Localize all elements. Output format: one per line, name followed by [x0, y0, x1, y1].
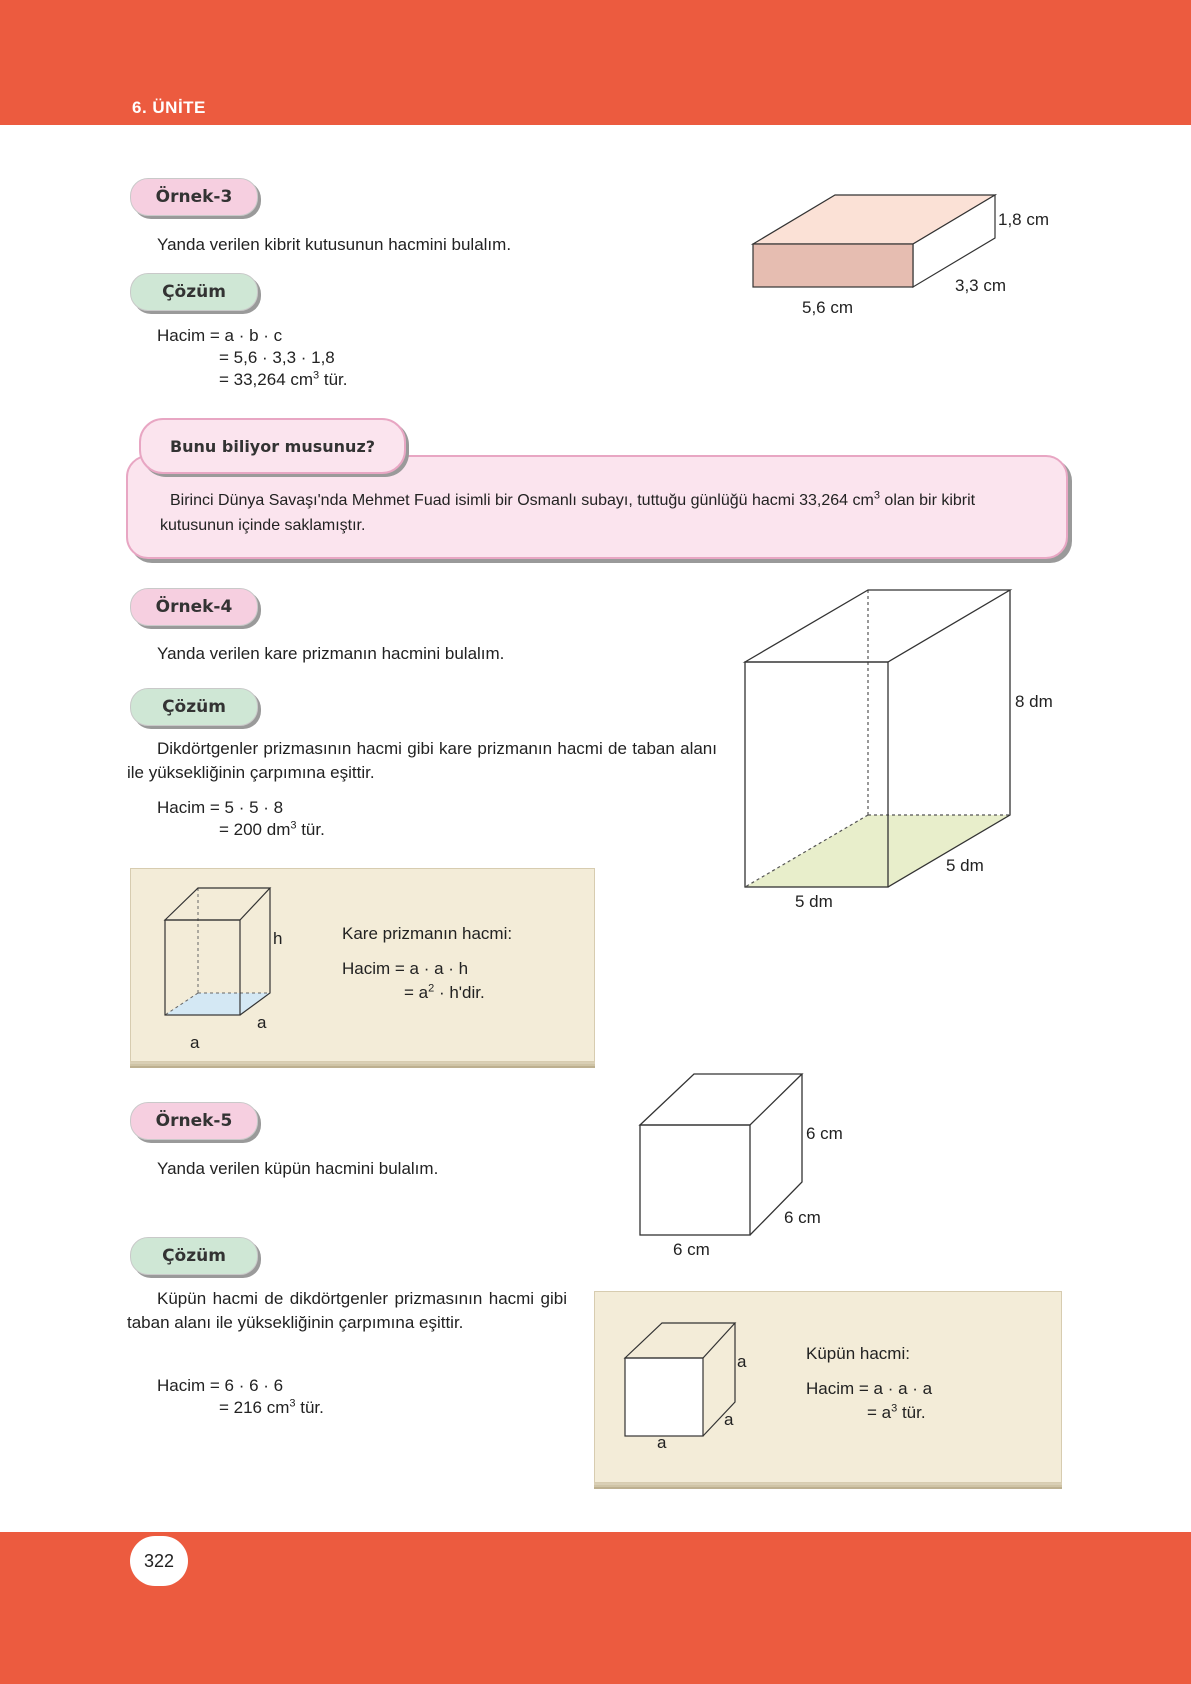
example-4-solution-label: Çözüm — [130, 688, 258, 726]
unit-label: 6. ÜNİTE — [132, 98, 206, 117]
matchbox-height-label: 1,8 cm — [998, 210, 1050, 229]
note-cube-figure — [620, 1320, 740, 1440]
info-box-title: Bunu biliyor musunuz? — [139, 418, 406, 474]
example-4-question: Yanda verilen kare prizmanın hacmini bulalım. — [157, 644, 505, 663]
calc-line: = 5,6 · 3,3 · 1,8 — [219, 348, 335, 367]
info-box-text: Birinci Dünya Savaşı'nda Mehmet Fuad isimli bir Osmanlı subayı, tuttuğu günlüğü hacmi 33,264 $cm^3$ olan bir kibrit kutusunun içinde saklamıştır. — [160, 489, 976, 534]
calc-line: = 200 $dm^3$ tür. — [219, 819, 325, 839]
matchbox-width-label: 5,6 cm — [802, 298, 854, 317]
note-1-formula-line2: = $a^2 \cdot h'dir$. — [404, 982, 485, 1002]
cube-depth-label: 6 cm — [784, 1208, 821, 1227]
calc-line: Hacim = 6 · 6 · 6 — [157, 1376, 284, 1395]
note-prism-h-label: h — [273, 929, 283, 948]
example-4-explanation: Dikdörtgenler prizmasının hacmi gibi kare prizmanın hacmi de taban alanı ile yüksekliğinin çarpımına eşittir. — [127, 739, 717, 782]
calc-line: Hacim = 5 · 5 · 8 — [157, 798, 284, 817]
example-4-label: Örnek-4 — [130, 588, 258, 626]
matchbox-front-face — [753, 244, 913, 287]
example-5-question: Yanda verilen küpün hacmini bulalım. — [157, 1159, 439, 1178]
note-2-title: Küpün hacmi: — [806, 1344, 910, 1363]
calc-line: Hacim = a · b · c — [157, 326, 283, 345]
example-5-calculation — [157, 1375, 324, 1419]
prism-depth-label: 5 dm — [946, 856, 984, 875]
note-cube-a-label-height: a — [737, 1352, 747, 1371]
note-prism-a-label-bottom: a — [190, 1033, 200, 1052]
example-5-label: Örnek-5 — [130, 1102, 258, 1140]
example-4-calculation — [157, 797, 325, 841]
note-prism-a-label-side: a — [257, 1013, 267, 1032]
example-3-calculation — [157, 325, 348, 391]
note-2-formula-line1: Hacim = a · a · a — [806, 1379, 933, 1398]
note-2-formula-line2: = $a^3$ tür. — [867, 1402, 926, 1422]
prism-base-face — [745, 815, 1010, 887]
matchbox-depth-label: 3,3 cm — [955, 276, 1007, 295]
example-3-label: Örnek-3 — [130, 178, 258, 216]
cube-width-label: 6 cm — [673, 1240, 710, 1259]
example-5-explanation: Küpün hacmi de dikdörtgenler prizmasının hacmi gibi taban alanı ile yüksekliğinin çarpımına eşittir. — [127, 1289, 567, 1332]
square-prism-figure — [735, 585, 1015, 895]
calc-line: = 216 $cm^3$ tür. — [219, 1397, 324, 1417]
example-3-question: Yanda verilen kibrit kutusunun hacmini bulalım. — [157, 235, 512, 254]
cube-front-face — [640, 1125, 750, 1235]
note-prism-figure — [150, 880, 290, 1040]
page-number: 322 — [130, 1536, 188, 1586]
cube-height-label: 6 cm — [806, 1124, 843, 1143]
note-1-formula-line1: Hacim = a · a · h — [342, 959, 469, 978]
prism-width-label: 5 dm — [795, 892, 833, 911]
example-5-solution-label: Çözüm — [130, 1237, 258, 1275]
prism-height-label: 8 dm — [1015, 692, 1053, 711]
note-1-title: Kare prizmanın hacmi: — [342, 924, 513, 943]
example-3-solution-label: Çözüm — [130, 273, 258, 311]
note-cube-a-label-bottom: a — [657, 1433, 667, 1452]
note-cube-a-label-side: a — [724, 1410, 734, 1429]
calc-line: = 33,264 $cm^3$ tür. — [219, 369, 348, 389]
